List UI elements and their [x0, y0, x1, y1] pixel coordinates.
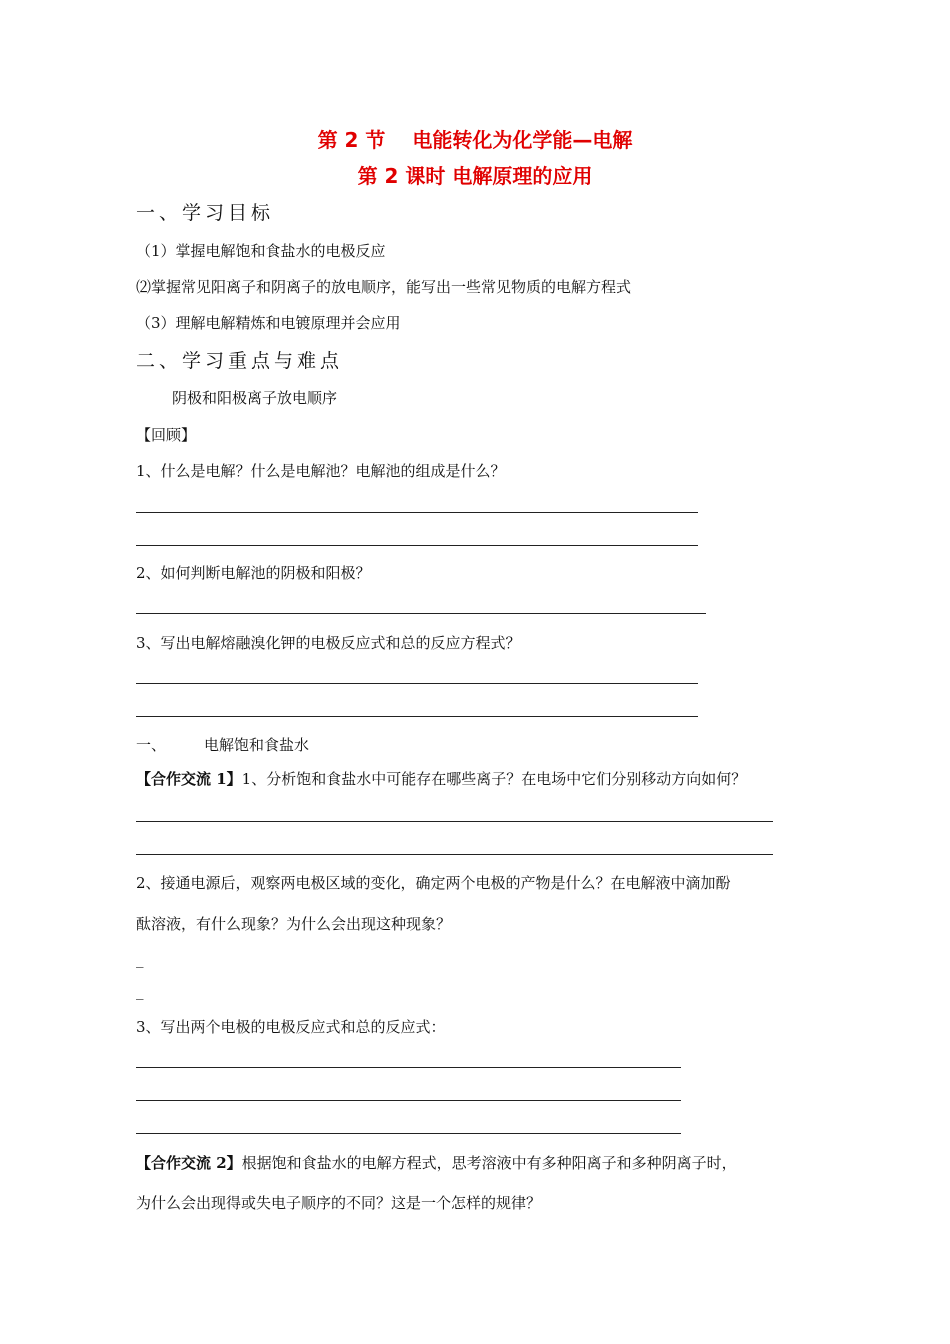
coop-1-label: 【合作交流 1】: [136, 770, 242, 788]
review-question-1: 1、什么是电解？什么是电解池？电解池的组成是什么？: [136, 462, 506, 480]
answer-line: [136, 821, 773, 822]
objective-1: （1）掌握电解饱和食盐水的电极反应: [136, 242, 386, 260]
coop-1-question-2-line-2: 酞溶液，有什么现象？为什么会出现这种现象？: [136, 915, 452, 933]
part-1-number: 一、: [136, 736, 167, 754]
title-line-1: 第 2 节 电能转化为化学能—电解: [317, 128, 633, 152]
part-1-title: 电解饱和食盐水: [204, 736, 310, 754]
objective-3: （3）理解电解精炼和电镀原理并会应用: [136, 314, 401, 332]
answer-line: [136, 512, 698, 513]
blank-dash: _: [136, 950, 144, 968]
answer-line: [136, 854, 773, 855]
review-question-3: 3、写出电解熔融溴化钾的电极反应式和总的反应方程式？: [136, 634, 521, 652]
answer-line: [136, 545, 698, 546]
coop-1-question-1-row: [136, 768, 746, 789]
coop-1-question-1: 1、分析饱和食盐水中可能存在哪些离子？在电场中它们分别移动方向如何？: [241, 770, 747, 788]
answer-line: [136, 683, 698, 684]
coop-2-label: 【合作交流 2】: [136, 1154, 242, 1172]
answer-line: [136, 1067, 681, 1068]
title-line-2: 第 2 课时 电解原理的应用: [357, 164, 593, 188]
section-2-content: 阴极和阳极离子放电顺序: [172, 389, 338, 407]
objective-2: ⑵掌握常见阳离子和阴离子的放电顺序，能写出一些常见物质的电解方程式: [136, 278, 632, 296]
answer-line: [136, 613, 706, 614]
coop-2-text-line-2: 为什么会出现得或失电子顺序的不同？这是一个怎样的规律？: [136, 1194, 542, 1212]
coop-2-row-1: [136, 1152, 737, 1173]
coop-1-question-3: 3、写出两个电极的电极反应式和总的反应式：: [136, 1018, 446, 1036]
answer-line: [136, 1100, 681, 1101]
coop-1-question-2-line-1: 2、接通电源后，观察两电极区域的变化，确定两个电极的产物是什么？在电解液中滴加酚: [136, 874, 731, 892]
answer-line: [136, 1133, 681, 1134]
review-question-2: 2、如何判断电解池的阴极和阳极？: [136, 564, 371, 582]
answer-line: [136, 716, 698, 717]
section-2-heading: 二、学习重点与难点: [136, 350, 344, 372]
blank-dash: _: [136, 982, 144, 1000]
review-label: 【回顾】: [136, 426, 197, 444]
section-1-heading: 一、学习目标: [136, 202, 275, 224]
coop-2-text-line-1: 根据饱和食盐水的电解方程式，思考溶液中有多种阳离子和多种阴离子时，: [241, 1154, 737, 1172]
